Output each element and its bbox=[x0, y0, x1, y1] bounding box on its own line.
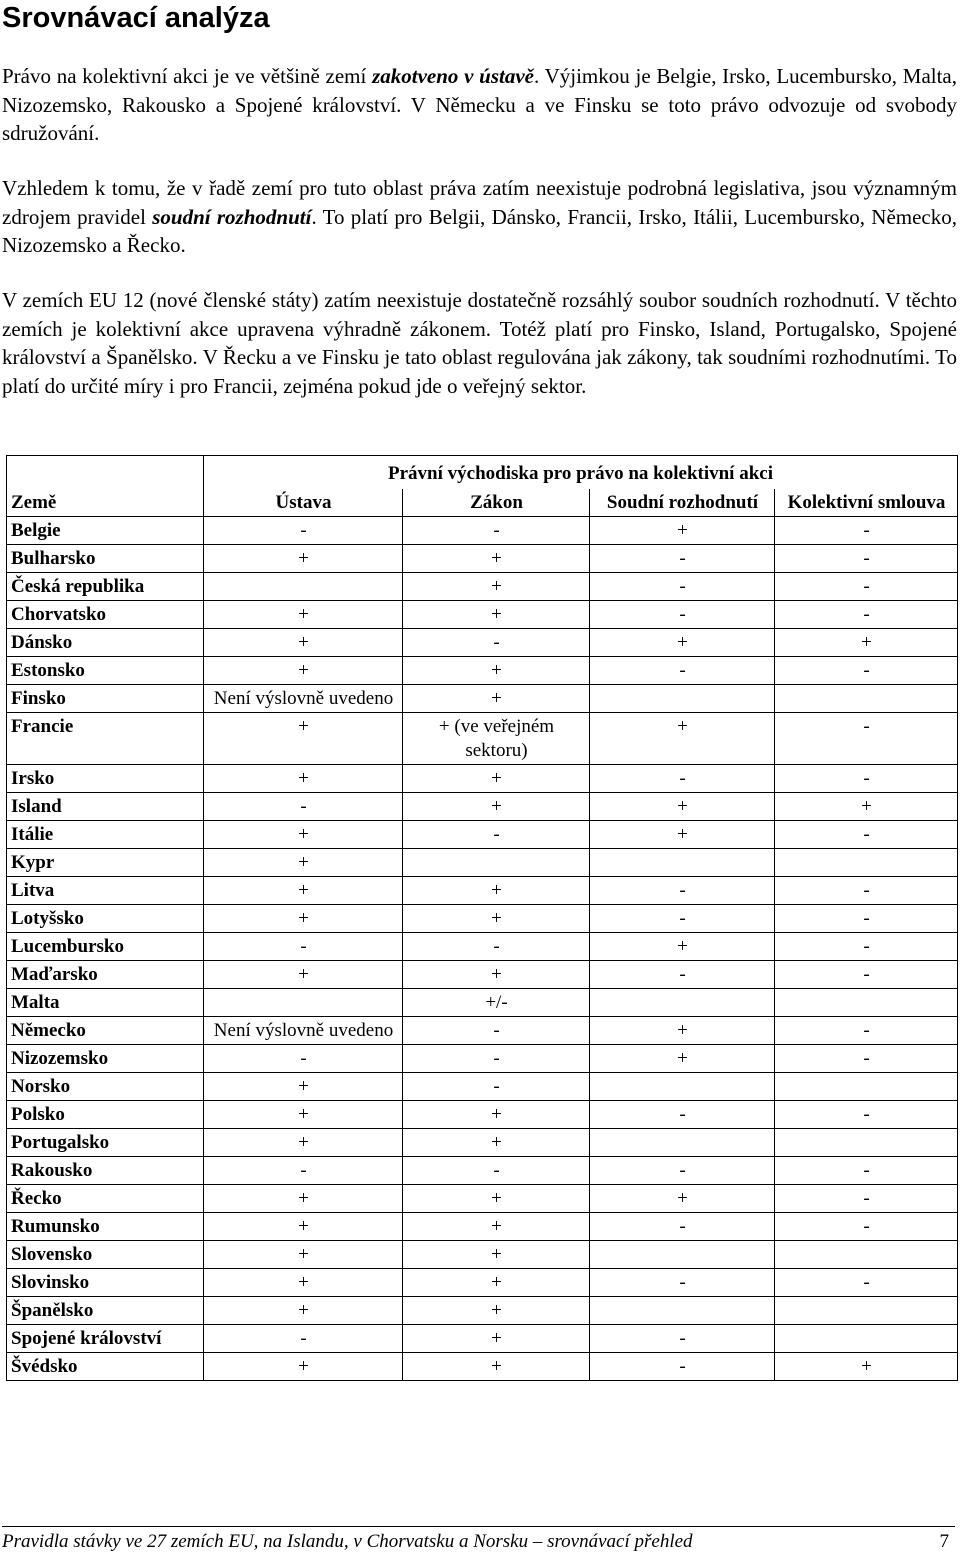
value-cell: - bbox=[204, 933, 403, 961]
country-cell: Chorvatsko bbox=[7, 601, 204, 629]
value-cell: + bbox=[403, 685, 590, 713]
table-row bbox=[7, 1017, 958, 1045]
value-cell: + bbox=[403, 573, 590, 601]
country-cell: Řecko bbox=[7, 1185, 204, 1213]
paragraph-1-text-start: Právo na kolektivní akci je ve většině zemí bbox=[2, 64, 373, 88]
country-cell: Slovinsko bbox=[7, 1269, 204, 1297]
header-law: Zákon bbox=[403, 489, 590, 517]
table-caption: Právní východiska pro právo na kolektivní akci bbox=[204, 456, 958, 490]
value-cell: + bbox=[204, 1297, 403, 1325]
table-row bbox=[7, 517, 958, 545]
value-cell bbox=[590, 849, 775, 877]
value-cell: + bbox=[204, 1353, 403, 1381]
value-cell bbox=[590, 1129, 775, 1157]
table-row bbox=[7, 1325, 958, 1353]
country-cell: Irsko bbox=[7, 765, 204, 793]
paragraph-2-emphasis: soudní rozhodnutí bbox=[152, 204, 312, 229]
value-cell: - bbox=[775, 517, 958, 545]
value-cell: + bbox=[590, 1045, 775, 1073]
paragraph-1-text-end: . Výjimkou je Belgie, Irsko, Lucembursko, Malta, Nizozemsko, Rakousko a Spojené království. V Německu a ve Finsku se toto právo odvozuje od svobody sdružování. bbox=[2, 64, 957, 145]
value-cell: + bbox=[403, 1269, 590, 1297]
paragraph-1-emphasis: zakotveno v ústavě bbox=[372, 64, 534, 88]
table-row bbox=[7, 573, 958, 601]
value-cell: - bbox=[775, 821, 958, 849]
value-cell: - bbox=[775, 1045, 958, 1073]
value-cell: Není výslovně uvedeno bbox=[204, 1017, 403, 1045]
value-cell: - bbox=[775, 601, 958, 629]
country-cell: Itálie bbox=[7, 821, 204, 849]
value-cell: + bbox=[403, 905, 590, 933]
table-row bbox=[7, 1045, 958, 1073]
value-cell: + bbox=[204, 1101, 403, 1129]
value-cell: + bbox=[204, 1241, 403, 1269]
country-cell: Spojené království bbox=[7, 1325, 204, 1353]
country-cell: Finsko bbox=[7, 685, 204, 713]
value-cell: + bbox=[403, 1185, 590, 1213]
value-cell: + bbox=[403, 657, 590, 685]
table-row bbox=[7, 1353, 958, 1381]
country-cell: Island bbox=[7, 793, 204, 821]
value-cell: + bbox=[590, 1017, 775, 1045]
value-cell: - bbox=[403, 629, 590, 657]
value-cell: - bbox=[775, 1157, 958, 1185]
table-body bbox=[7, 517, 958, 1381]
value-cell: - bbox=[775, 905, 958, 933]
value-cell: - bbox=[403, 933, 590, 961]
table-row bbox=[7, 1073, 958, 1101]
value-cell: - bbox=[403, 821, 590, 849]
country-cell: Švédsko bbox=[7, 1353, 204, 1381]
country-cell: Malta bbox=[7, 989, 204, 1017]
table-row bbox=[7, 657, 958, 685]
value-cell: + bbox=[775, 793, 958, 821]
value-cell: + bbox=[590, 933, 775, 961]
country-cell: Česká republika bbox=[7, 573, 204, 601]
country-cell: Francie bbox=[7, 713, 204, 765]
value-cell: + bbox=[204, 629, 403, 657]
value-cell: - bbox=[590, 905, 775, 933]
value-cell: + bbox=[403, 1241, 590, 1269]
table-caption-spacer bbox=[7, 456, 204, 490]
value-cell: + bbox=[204, 601, 403, 629]
value-cell: + (ve veřejném sektoru) bbox=[403, 713, 590, 765]
value-cell: + bbox=[403, 1101, 590, 1129]
value-cell: + bbox=[775, 629, 958, 657]
paragraph-2-text-start: Vzhledem k tomu, že v řadě zemí pro tuto oblast práva zatím neexistuje podrobná legislativa, jsou významným zdrojem pravidel bbox=[2, 176, 957, 229]
value-cell: - bbox=[775, 1213, 958, 1241]
table-row bbox=[7, 1157, 958, 1185]
value-cell: - bbox=[590, 1325, 775, 1353]
table-row bbox=[7, 905, 958, 933]
value-cell: + bbox=[403, 961, 590, 989]
value-cell: + bbox=[204, 1129, 403, 1157]
value-cell: - bbox=[775, 573, 958, 601]
value-cell: - bbox=[590, 545, 775, 573]
value-cell: + bbox=[775, 1353, 958, 1381]
table-row bbox=[7, 629, 958, 657]
value-cell: + bbox=[403, 1297, 590, 1325]
value-cell: + bbox=[204, 1213, 403, 1241]
table-row bbox=[7, 1269, 958, 1297]
value-cell: - bbox=[590, 961, 775, 989]
value-cell: + bbox=[590, 517, 775, 545]
value-cell: + bbox=[204, 1185, 403, 1213]
value-cell bbox=[775, 849, 958, 877]
value-cell: + bbox=[403, 877, 590, 905]
value-cell bbox=[590, 1297, 775, 1325]
value-cell: + bbox=[590, 821, 775, 849]
value-cell: + bbox=[403, 601, 590, 629]
value-cell: + bbox=[204, 821, 403, 849]
value-cell: + bbox=[204, 961, 403, 989]
value-cell: - bbox=[204, 517, 403, 545]
country-cell: Norsko bbox=[7, 1073, 204, 1101]
table-header-row bbox=[7, 489, 958, 517]
table-row bbox=[7, 877, 958, 905]
header-court-decision: Soudní rozhodnutí bbox=[590, 489, 775, 517]
country-cell: Estonsko bbox=[7, 657, 204, 685]
value-cell: - bbox=[403, 1017, 590, 1045]
table-row bbox=[7, 989, 958, 1017]
value-cell: - bbox=[403, 1045, 590, 1073]
value-cell: - bbox=[775, 765, 958, 793]
value-cell: - bbox=[204, 793, 403, 821]
value-cell: - bbox=[590, 1101, 775, 1129]
table-row bbox=[7, 713, 958, 765]
value-cell: - bbox=[775, 933, 958, 961]
country-cell: Litva bbox=[7, 877, 204, 905]
value-cell: - bbox=[775, 961, 958, 989]
value-cell: + bbox=[204, 765, 403, 793]
value-cell: + bbox=[403, 1325, 590, 1353]
footer-divider bbox=[2, 1526, 955, 1527]
value-cell: - bbox=[403, 1073, 590, 1101]
table-row bbox=[7, 1129, 958, 1157]
table-row bbox=[7, 1101, 958, 1129]
value-cell bbox=[775, 1129, 958, 1157]
value-cell bbox=[403, 849, 590, 877]
table-row bbox=[7, 793, 958, 821]
value-cell bbox=[204, 989, 403, 1017]
paragraph-2-text-end: . To platí pro Belgii, Dánsko, Francii, Irsko, Itálii, Lucembursko, Německo, Nizozemsko a Řecko. bbox=[2, 204, 958, 257]
value-cell bbox=[775, 1325, 958, 1353]
country-cell: Slovensko bbox=[7, 1241, 204, 1269]
value-cell: + bbox=[204, 849, 403, 877]
value-cell: - bbox=[775, 657, 958, 685]
header-country: Země bbox=[7, 489, 204, 517]
value-cell bbox=[775, 685, 958, 713]
country-cell: Kypr bbox=[7, 849, 204, 877]
value-cell: - bbox=[590, 765, 775, 793]
value-cell: - bbox=[590, 601, 775, 629]
country-cell: Bulharsko bbox=[7, 545, 204, 573]
value-cell: + bbox=[204, 1269, 403, 1297]
table-row bbox=[7, 961, 958, 989]
value-cell: - bbox=[775, 1185, 958, 1213]
value-cell: - bbox=[775, 1101, 958, 1129]
country-cell: Rumunsko bbox=[7, 1213, 204, 1241]
value-cell: + bbox=[403, 765, 590, 793]
page-footer bbox=[2, 1530, 955, 1554]
table-row bbox=[7, 1213, 958, 1241]
value-cell: + bbox=[403, 1213, 590, 1241]
legal-basis-table-wrapper bbox=[6, 455, 957, 1381]
country-cell: Belgie bbox=[7, 517, 204, 545]
country-cell: Lotyšsko bbox=[7, 905, 204, 933]
value-cell: + bbox=[204, 657, 403, 685]
page-heading: Srovnávací analýza bbox=[2, 2, 270, 34]
value-cell: + bbox=[590, 1185, 775, 1213]
value-cell bbox=[590, 685, 775, 713]
value-cell: + bbox=[590, 793, 775, 821]
value-cell: + bbox=[204, 545, 403, 573]
country-cell: Lucembursko bbox=[7, 933, 204, 961]
header-constitution: Ústava bbox=[204, 489, 403, 517]
value-cell: - bbox=[590, 573, 775, 601]
table-row bbox=[7, 685, 958, 713]
value-cell: + bbox=[204, 1073, 403, 1101]
value-cell: - bbox=[204, 1325, 403, 1353]
value-cell: - bbox=[775, 713, 958, 765]
value-cell: - bbox=[204, 1045, 403, 1073]
country-cell: Rakousko bbox=[7, 1157, 204, 1185]
value-cell: - bbox=[590, 1213, 775, 1241]
table-row bbox=[7, 1297, 958, 1325]
value-cell: - bbox=[775, 877, 958, 905]
table-row bbox=[7, 821, 958, 849]
value-cell bbox=[775, 1241, 958, 1269]
value-cell: - bbox=[775, 545, 958, 573]
value-cell: + bbox=[403, 1129, 590, 1157]
paragraph-new-member-states: V zemích EU 12 (nové členské státy) zatím neexistuje dostatečně rozsáhlý soubor soudních rozhodnutí. V těchto zemích je kolektivní akce upravena výhradně zákonem. Totéž platí pro Finsko, Island, Portugalsko, Spojené království a Španělsko. V Řecku a ve Finsku je tato oblast regulována jak zákony, tak soudními rozhodnutími. To platí do určité míry i pro Francii, zejména pokud jde o veřejný sektor. bbox=[2, 288, 957, 398]
value-cell: - bbox=[204, 1157, 403, 1185]
table-row bbox=[7, 849, 958, 877]
legal-basis-table bbox=[6, 455, 958, 1381]
country-cell: Nizozemsko bbox=[7, 1045, 204, 1073]
value-cell bbox=[775, 1073, 958, 1101]
value-cell bbox=[590, 1073, 775, 1101]
page-number: 7 bbox=[939, 1531, 949, 1552]
table-row bbox=[7, 1241, 958, 1269]
value-cell: +/- bbox=[403, 989, 590, 1017]
value-cell bbox=[775, 989, 958, 1017]
value-cell bbox=[590, 1241, 775, 1269]
paragraph-court-decisions bbox=[2, 174, 957, 260]
paragraph-constitution bbox=[2, 62, 957, 148]
value-cell: + bbox=[590, 629, 775, 657]
country-cell: Portugalsko bbox=[7, 1129, 204, 1157]
table-row bbox=[7, 765, 958, 793]
value-cell: + bbox=[590, 713, 775, 765]
country-cell: Německo bbox=[7, 1017, 204, 1045]
value-cell: + bbox=[403, 793, 590, 821]
value-cell: - bbox=[590, 657, 775, 685]
value-cell: - bbox=[403, 1157, 590, 1185]
table-row bbox=[7, 933, 958, 961]
value-cell: - bbox=[775, 1269, 958, 1297]
value-cell: - bbox=[590, 1353, 775, 1381]
country-cell: Dánsko bbox=[7, 629, 204, 657]
value-cell: - bbox=[403, 517, 590, 545]
header-collective-agreement: Kolektivní smlouva bbox=[775, 489, 958, 517]
value-cell: + bbox=[403, 1353, 590, 1381]
table-row bbox=[7, 1185, 958, 1213]
country-cell: Polsko bbox=[7, 1101, 204, 1129]
table-row bbox=[7, 545, 958, 573]
value-cell: + bbox=[403, 545, 590, 573]
table-row bbox=[7, 601, 958, 629]
value-cell: Není výslovně uvedeno bbox=[204, 685, 403, 713]
footer-title: Pravidla stávky ve 27 zemích EU, na Islandu, v Chorvatsku a Norsku – srovnávací přehled bbox=[2, 1531, 693, 1552]
value-cell bbox=[204, 573, 403, 601]
value-cell: - bbox=[775, 1017, 958, 1045]
value-cell: + bbox=[204, 905, 403, 933]
value-cell: + bbox=[204, 877, 403, 905]
value-cell: - bbox=[590, 877, 775, 905]
value-cell: + bbox=[204, 713, 403, 765]
value-cell bbox=[590, 989, 775, 1017]
value-cell: - bbox=[590, 1269, 775, 1297]
value-cell bbox=[775, 1297, 958, 1325]
value-cell: - bbox=[590, 1157, 775, 1185]
country-cell: Španělsko bbox=[7, 1297, 204, 1325]
country-cell: Maďarsko bbox=[7, 961, 204, 989]
